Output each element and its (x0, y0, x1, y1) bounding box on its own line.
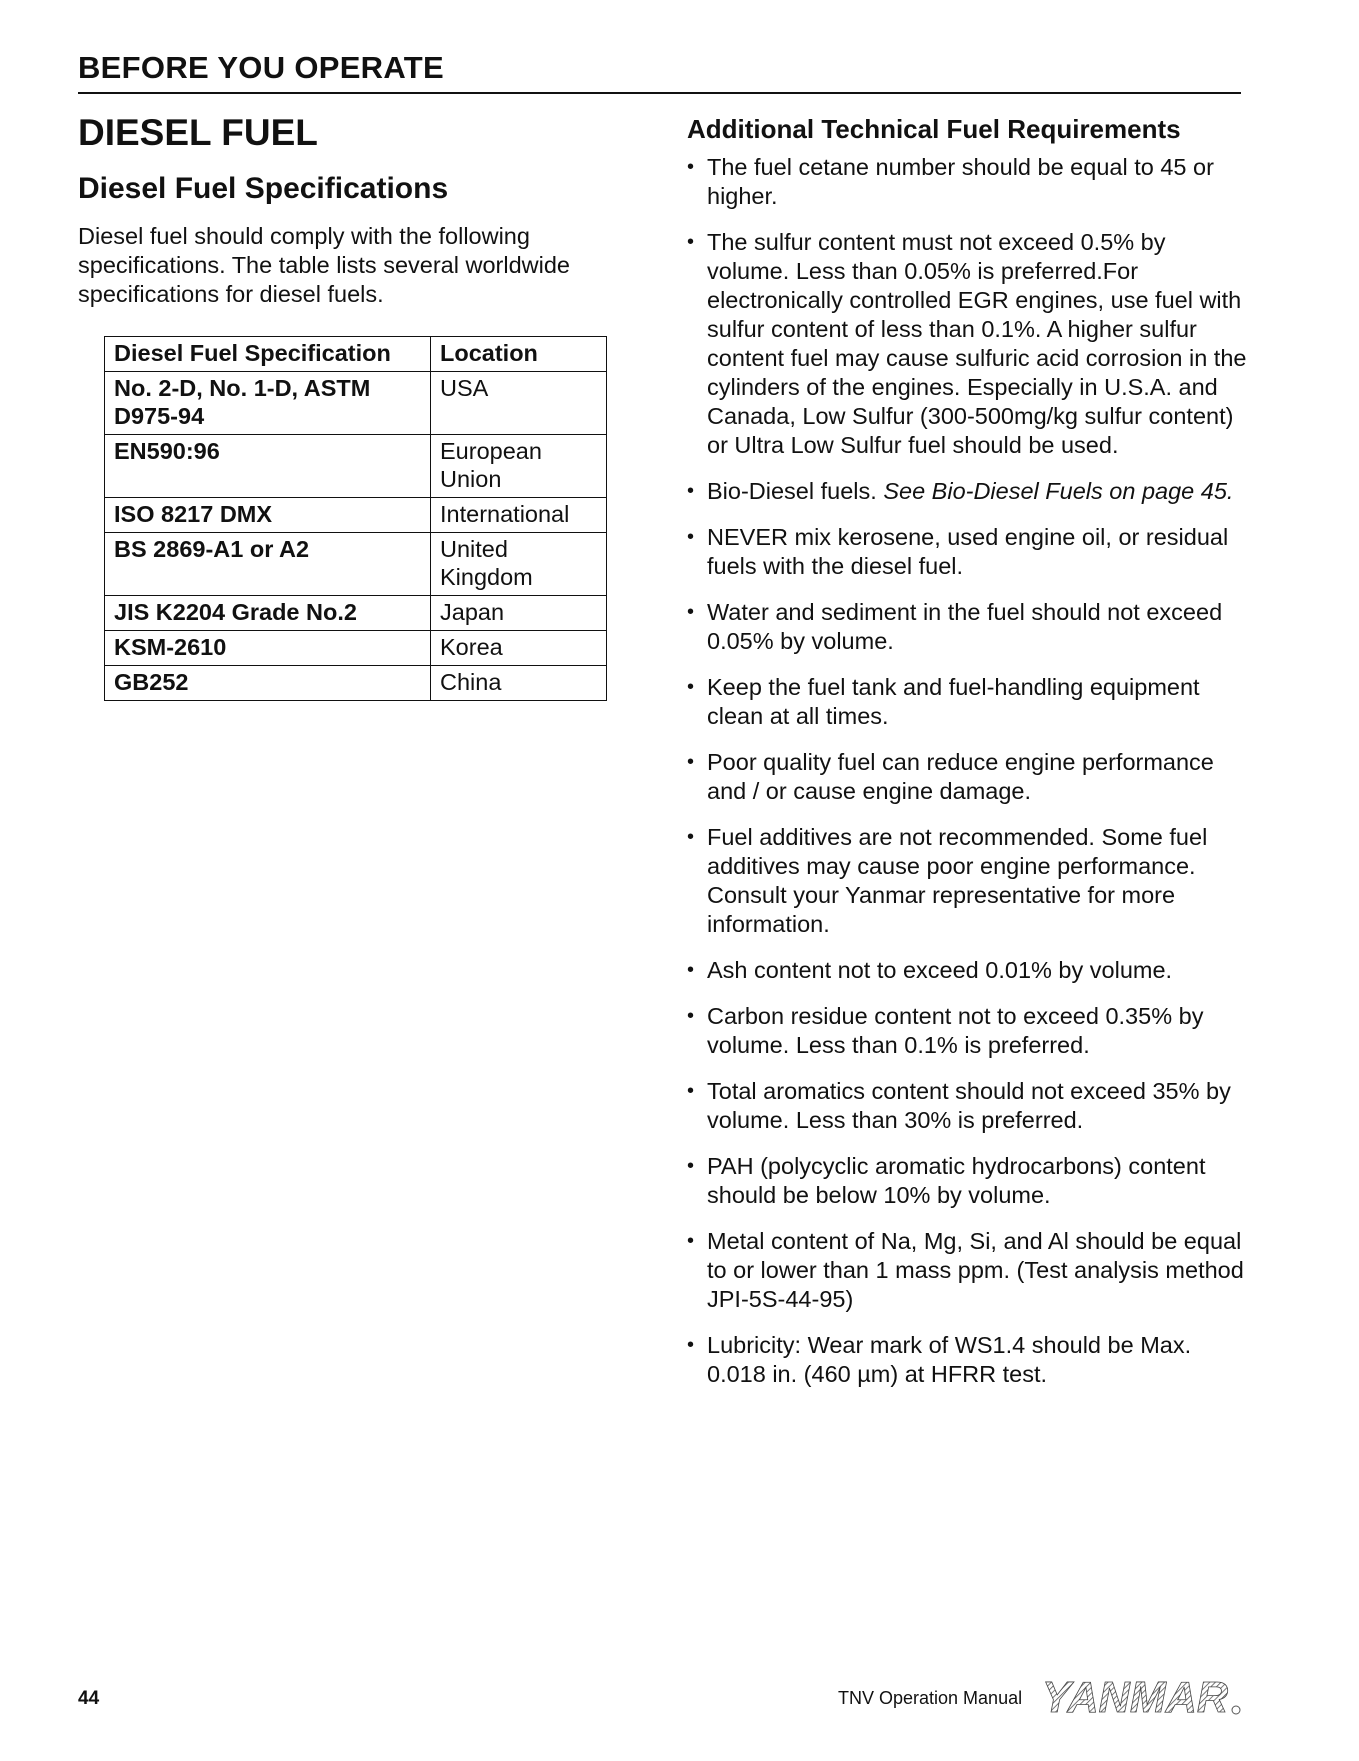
bullet-icon: • (687, 480, 695, 502)
bullet-icon: • (687, 1230, 695, 1252)
list-item-text: NEVER mix kerosene, used engine oil, or residual fuels with the diesel fuel. (707, 524, 1229, 579)
bullet-icon: • (687, 231, 695, 253)
bullet-icon: • (687, 526, 695, 548)
section-header: BEFORE YOU OPERATE (78, 50, 444, 85)
list-item (687, 477, 1247, 506)
bullet-icon: • (687, 601, 695, 623)
column-header-spec: Diesel Fuel Specification (105, 337, 431, 372)
bio-diesel-cross-reference[interactable]: See Bio-Diesel Fuels on page 45. (883, 478, 1234, 504)
list-item (687, 228, 1247, 460)
fuel-spec-table (104, 336, 607, 701)
requirements-title: Additional Technical Fuel Requirements (687, 114, 1181, 144)
table-row (105, 372, 607, 435)
list-item-text: Metal content of Na, Mg, Si, and Al should be equal to or lower than 1 mass ppm. (Test analysis method JPI-5S-44-95) (707, 1228, 1244, 1312)
list-item (687, 823, 1247, 939)
list-item (687, 956, 1247, 985)
list-item (687, 1152, 1247, 1210)
logo-wordmark: YANMAR (1042, 1674, 1229, 1720)
list-item-text: Fuel additives are not recommended. Some fuel additives may cause poor engine performance. Consult your Yanmar representative for more information. (707, 824, 1208, 937)
list-item-text: Keep the fuel tank and fuel-handling equipment clean at all times. (707, 674, 1200, 729)
table-row (105, 631, 607, 666)
list-item-text: Carbon residue content not to exceed 0.35% by volume. Less than 0.1% is preferred. (707, 1003, 1204, 1058)
bullet-icon: • (687, 1080, 695, 1102)
list-item (687, 1077, 1247, 1135)
list-item-text: Total aromatics content should not exceed 35% by volume. Less than 30% is preferred. (707, 1078, 1231, 1133)
list-item (687, 1331, 1247, 1389)
yanmar-logo (1042, 1674, 1242, 1720)
spec-cell: KSM-2610 (105, 631, 431, 666)
list-item-text: The sulfur content must not exceed 0.5% by volume. Less than 0.05% is preferred.For electronically controlled EGR engines, use fuel with sulfur content of less than 0.1%. A higher sulfur content fuel may cause sulfuric acid corrosion in the cylinders of the engines. Especially in U.S.A. and Canada, Low Sulfur (300-500mg/kg sulfur content) or Ultra Low Sulfur fuel should be used. (707, 229, 1247, 458)
list-item (687, 673, 1247, 731)
spec-cell: EN590:96 (105, 435, 431, 498)
location-cell: Japan (431, 596, 607, 631)
list-item (687, 1227, 1247, 1314)
list-item-text: Lubricity: Wear mark of WS1.4 should be Max. 0.018 in. (460 µm) at HFRR test. (707, 1332, 1192, 1387)
bullet-icon: • (687, 1155, 695, 1177)
list-item-text: PAH (polycyclic aromatic hydrocarbons) content should be below 10% by volume. (707, 1153, 1206, 1208)
location-cell: USA (431, 372, 607, 435)
table-row (105, 666, 607, 701)
manual-name: TNV Operation Manual (838, 1688, 1023, 1708)
spec-cell: GB252 (105, 666, 431, 701)
location-cell: International (431, 498, 607, 533)
bullet-icon: • (687, 156, 695, 178)
left-column (78, 110, 618, 695)
list-item (687, 748, 1247, 806)
location-cell: Korea (431, 631, 607, 666)
list-item-text: Water and sediment in the fuel should not exceed 0.05% by volume. (707, 599, 1223, 654)
location-cell: United Kingdom (431, 533, 607, 596)
table-row (105, 498, 607, 533)
list-item (687, 598, 1247, 656)
bullet-icon: • (687, 826, 695, 848)
list-item-text: Poor quality fuel can reduce engine performance and / or cause engine damage. (707, 749, 1214, 804)
bullet-icon: • (687, 959, 695, 981)
location-cell: European Union (431, 435, 607, 498)
table-row (105, 533, 607, 596)
right-column (687, 113, 1247, 1406)
location-cell: China (431, 666, 607, 701)
list-item-text: Bio-Diesel fuels. (707, 478, 877, 504)
spec-cell: BS 2869-A1 or A2 (105, 533, 431, 596)
spec-cell: ISO 8217 DMX (105, 498, 431, 533)
bullet-icon: • (687, 676, 695, 698)
list-item (687, 153, 1247, 211)
column-header-location: Location (431, 337, 607, 372)
bullet-icon: • (687, 751, 695, 773)
page-number: 44 (78, 1688, 100, 1709)
table-row (105, 435, 607, 498)
bullet-icon: • (687, 1334, 695, 1356)
intro-paragraph: Diesel fuel should comply with the following specifications. The table lists several worldwide specifications for diesel fuels. (78, 223, 570, 307)
list-item (687, 1002, 1247, 1060)
bullet-icon: • (687, 1005, 695, 1027)
list-item-text: Ash content not to exceed 0.01% by volume. (707, 957, 1173, 983)
header-divider (78, 92, 1241, 94)
list-item-text: The fuel cetane number should be equal to 45 or higher. (707, 154, 1214, 209)
table-header-row (105, 337, 607, 372)
spec-cell: No. 2-D, No. 1-D, ASTM D975-94 (105, 372, 431, 435)
list-item (687, 523, 1247, 581)
requirements-list (687, 153, 1247, 1389)
section-subtitle: Diesel Fuel Specifications (78, 172, 449, 205)
page-title: DIESEL FUEL (78, 112, 318, 153)
spec-cell: JIS K2204 Grade No.2 (105, 596, 431, 631)
table-row (105, 596, 607, 631)
